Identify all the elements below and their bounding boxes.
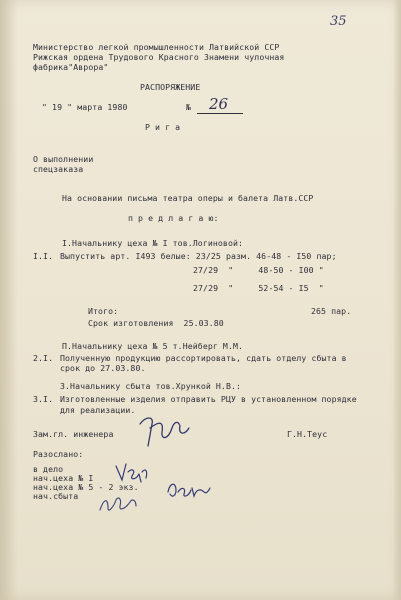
basis-text: На основании письма театра оперы и балета Латв.ССР	[62, 193, 314, 203]
propose-text: п р е д л а г а ю:	[128, 213, 219, 223]
section-2-item-line-1: Полученную продукцию рассортировать, сдать отделу сбыта в	[60, 353, 347, 363]
org-line-2: Рижская ордена Трудового Красного Знамени чулочная	[33, 52, 285, 62]
section-3-heading: 3.Начальнику сбыта тов.Хрункой Н.В.:	[60, 381, 242, 391]
org-line-1: Министерство легкой промышленности Латвийской ССР	[33, 42, 280, 52]
handwritten-signature	[134, 410, 194, 452]
distribution-item: нач.сбыта	[33, 491, 79, 501]
subject-line-2: спецзаказа	[33, 164, 84, 174]
signer-title: Зам.гл. инженера	[33, 429, 114, 439]
handwritten-initials	[112, 458, 152, 488]
distribution-item: нач.цеха № I	[33, 473, 94, 483]
number-underline	[197, 113, 243, 114]
number-sign: №	[186, 102, 192, 112]
section-1-row: 27/29 " 52-54 - I5 "	[193, 283, 324, 293]
org-line-3: фабрика"Аврора"	[33, 62, 109, 72]
document-date: " 19 " марта 1980	[42, 102, 128, 112]
deadline-text: Срок изготовления 25.03.80	[88, 318, 224, 328]
handwritten-initials	[164, 476, 212, 502]
section-1-item-number: I.I.	[33, 251, 54, 261]
subject-line-1: О выполнении	[33, 154, 94, 164]
handwritten-scribble	[96, 488, 140, 518]
distribution-heading: Разослано:	[33, 449, 84, 459]
signer-name: Г.Н.Теус	[287, 429, 328, 439]
distribution-item: в дело	[33, 464, 64, 474]
distribution-item: нач.цеха № 5 - 2 экз.	[33, 482, 139, 492]
page-edge-shadow-right	[393, 0, 401, 600]
document-type: РАСПОРЯЖЕНИЕ	[140, 82, 201, 92]
section-1-row: 27/29 " 48-50 - I00 "	[193, 265, 324, 275]
document-number: 26	[209, 95, 229, 113]
section-3-item-line-1: Изготовленные изделия отправить РЦУ в установленном порядке	[60, 394, 357, 404]
page-edge-shadow	[0, 0, 18, 600]
section-1-item-text: Выпустить арт. I493 белые: 23/25 разм. 46-48 - I50 пар;	[60, 251, 337, 261]
archive-page-number: 35	[330, 14, 347, 29]
section-3-item-line-2: для реализации.	[60, 405, 136, 415]
section-2-heading: П.Начальнику цеха № 5 т.Нейберг М.М.	[62, 341, 244, 351]
section-2-item-line-2: срок до 27.03.80.	[60, 363, 146, 373]
document-place: Р и г а	[145, 122, 181, 132]
total-label: Итого:	[88, 306, 119, 316]
section-1-heading: I.Начальнику цеха № I тов.Логиновой:	[62, 238, 244, 248]
section-3-item-number: 3.I.	[33, 394, 54, 404]
section-2-item-number: 2.I.	[33, 353, 54, 363]
total-value: 265 пар.	[311, 306, 352, 316]
